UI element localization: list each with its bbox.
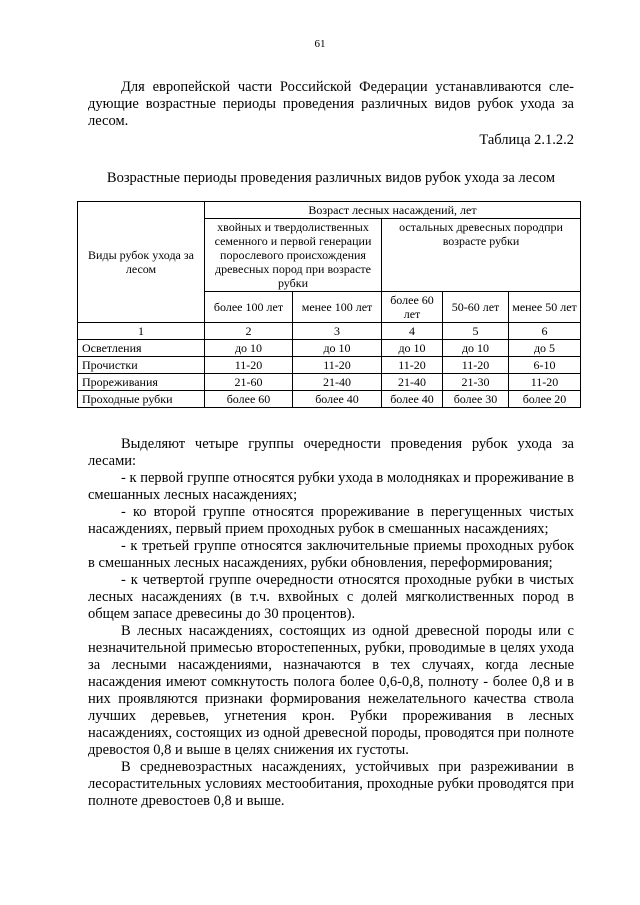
header-cutting-types: Виды рубок ухода за лесом xyxy=(78,202,205,323)
column-number-row xyxy=(78,323,581,340)
intro-paragraph xyxy=(88,79,574,130)
header-group-other: остальных древесных породпри возрасте рубки xyxy=(382,219,581,292)
table-row xyxy=(78,391,581,408)
table-cell: более 30 xyxy=(443,391,509,408)
table-label: Таблица 2.1.2.2 xyxy=(479,132,574,148)
subheader-cell: менее 50 лет xyxy=(509,292,581,323)
table-row xyxy=(78,357,581,374)
header-age: Возраст лесных насаждений, лет xyxy=(205,202,581,219)
subheader-cell: менее 100 лет xyxy=(293,292,382,323)
paragraph: В средневозрастных насаждениях, устойчивых при разреживании в лесорастительных условиях местообитания, проходные рубки проводятся при полноте древостоев 0,8 и выше. xyxy=(88,759,574,809)
row-name: Осветления xyxy=(78,340,205,357)
table-cell: 11-20 xyxy=(382,357,443,374)
table-cell: 21-40 xyxy=(293,374,382,391)
paragraph: - к четвертой группе очередности относятся проходные рубки в чистых лесных насаждениях (в т.ч. вхвойных с долей мягколиственных пород в общем запасе древесины до 30 процентов). xyxy=(88,572,574,622)
table-cell: более 40 xyxy=(293,391,382,408)
intro-text: Для европейской части Российской Федерации устанавливаются следующие возрастные периоды проведения различных видов рубок ухода за лесом. xyxy=(88,79,574,129)
table-cell: до 10 xyxy=(293,340,382,357)
table-cell: 21-30 xyxy=(443,374,509,391)
table-cell: более 20 xyxy=(509,391,581,408)
table-cell: 6-10 xyxy=(509,357,581,374)
subheader-cell: более 60 лет xyxy=(382,292,443,323)
table-cell: 11-20 xyxy=(509,374,581,391)
table-cell: 11-20 xyxy=(205,357,293,374)
age-periods-table xyxy=(77,201,581,408)
table-header-row-1 xyxy=(78,202,581,219)
page-number: 61 xyxy=(314,38,326,50)
paragraph: Выделяют четыре группы очередности проведения рубок ухода за лесами: xyxy=(88,436,574,469)
table-cell: 11-20 xyxy=(293,357,382,374)
column-number: 6 xyxy=(509,323,581,340)
table-cell: более 40 xyxy=(382,391,443,408)
table-row xyxy=(78,374,581,391)
column-number: 5 xyxy=(443,323,509,340)
subheader-cell: более 100 лет xyxy=(205,292,293,323)
table-cell: до 10 xyxy=(205,340,293,357)
table-cell: 21-40 xyxy=(382,374,443,391)
column-number: 3 xyxy=(293,323,382,340)
column-number: 1 xyxy=(78,323,205,340)
table-row xyxy=(78,340,581,357)
table-cell: более 60 xyxy=(205,391,293,408)
row-name: Прочистки xyxy=(78,357,205,374)
subheader-cell: 50-60 лет xyxy=(443,292,509,323)
paragraph: - ко второй группе относятся прореживание в перегущенных чистых насаждениях, первый прием проходных рубок в смешанных насаждениях; xyxy=(88,504,574,537)
row-name: Проходные рубки xyxy=(78,391,205,408)
table-cell: 11-20 xyxy=(443,357,509,374)
paragraph: - к третьей группе относятся заключительные приемы проходных рубок в смешанных лесных насаждениях, рубки обновления, переформирования; xyxy=(88,538,574,571)
paragraph: - к первой группе относятся рубки ухода в молодняках и прореживание в смешанных лесных насаждениях; xyxy=(88,470,574,503)
table-title: Возрастные периоды проведения различных видов рубок ухода за лесом xyxy=(106,170,556,186)
table-cell: до 5 xyxy=(509,340,581,357)
row-name: Прореживания xyxy=(78,374,205,391)
column-number: 4 xyxy=(382,323,443,340)
body-text xyxy=(88,436,574,810)
paragraph: В лесных насаждениях, состоящих из одной древесной породы или с незначительной примесью второстепенных, рубки, проводимые в целях ухода за лесными насаждениями, назначаются в тех случаях, когда лесные насаждения имеют сомкнутость полога более 0,6-0,8, полноту - более 0,8 и в них проявляются признаки формирования нежелательного качества ствола лучших деревьев, угнетения крон. Рубки прореживания в лесных насаждениях, состоящих из одной древесной породы, проводятся при полноте древостоя 0,8 и выше в целях снижения их густоты. xyxy=(88,623,574,758)
table-cell: до 10 xyxy=(382,340,443,357)
column-number: 2 xyxy=(205,323,293,340)
table-cell: до 10 xyxy=(443,340,509,357)
header-group-conifer: хвойных и твердолиственных семенного и первой генерации порослевого происхождения древесных пород при возрасте рубки xyxy=(205,219,382,292)
table-cell: 21-60 xyxy=(205,374,293,391)
